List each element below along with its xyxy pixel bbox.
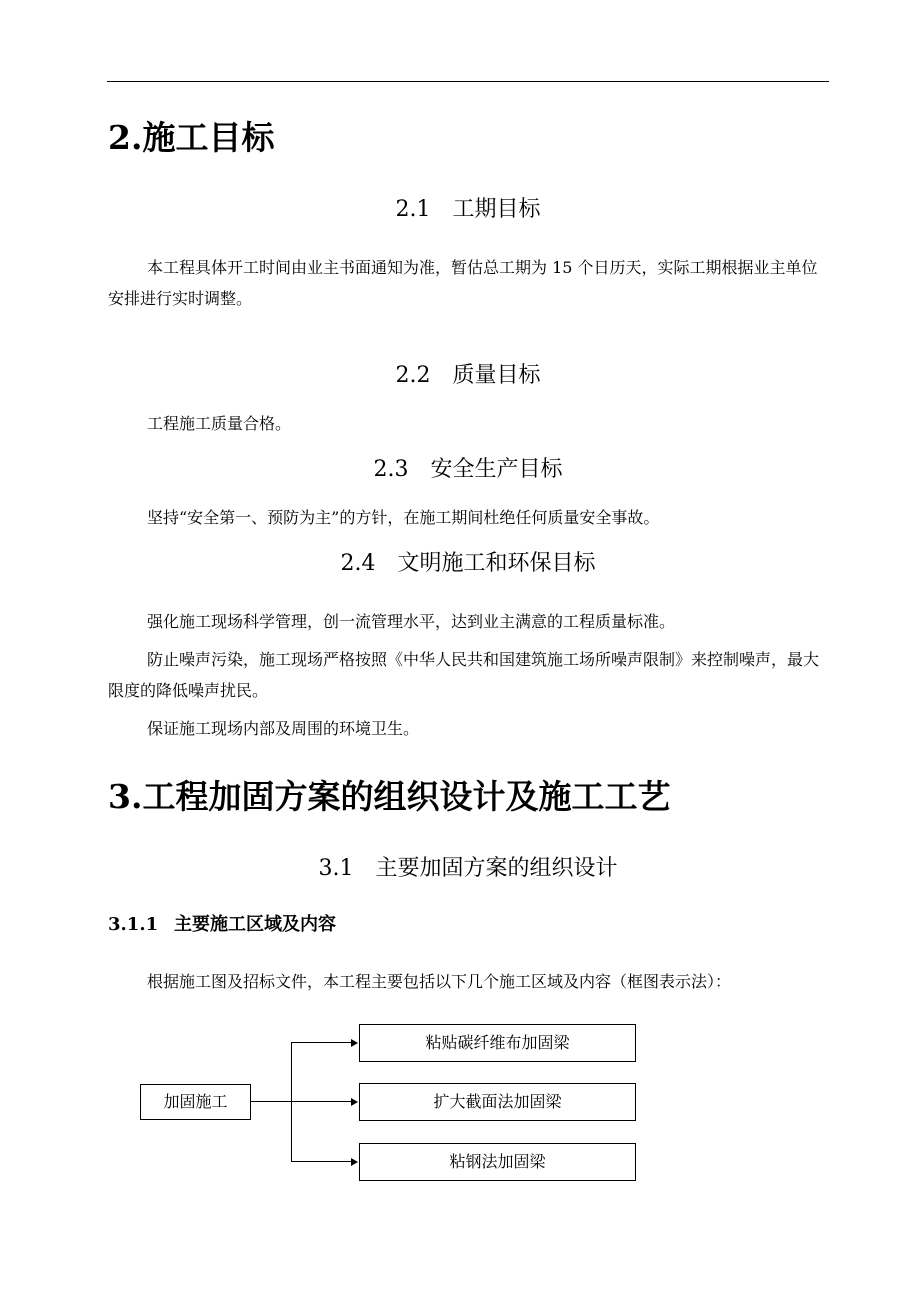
paragraph-text: 坚持“安全第一、预防为主”的方针，在施工期间杜绝任何质量安全事故。 bbox=[147, 508, 660, 527]
section-2-2-heading bbox=[107, 361, 829, 391]
paragraph-text: 本工程具体开工时间由业主书面通知为准，暂估总工期为 15 个日历天，实际工期根据业主单位安排进行实时调整。 bbox=[108, 258, 818, 308]
paragraph-text: 强化施工现场科学管理，创一流管理水平，达到业主满意的工程质量标准。 bbox=[147, 612, 676, 631]
section-title: 主要施工区域及内容 bbox=[174, 914, 336, 935]
section-number: 2.3 bbox=[373, 457, 409, 482]
section-title: 主要加固方案的组织设计 bbox=[375, 856, 618, 881]
paragraph bbox=[108, 606, 830, 637]
section-2-heading: 2.施工目标 bbox=[108, 118, 275, 157]
diagram-child-box: 粘贴碳纤维布加固梁 bbox=[359, 1024, 636, 1062]
paragraph bbox=[108, 966, 830, 997]
connector-trunk bbox=[291, 1042, 292, 1162]
section-2-3-heading bbox=[107, 455, 829, 485]
section-2-1-heading bbox=[107, 195, 829, 225]
paragraph-text: 工程施工质量合格。 bbox=[147, 414, 292, 433]
section-3-heading: 3.工程加固方案的组织设计及施工工艺 bbox=[108, 777, 671, 816]
diagram-child-box: 粘钢法加固梁 bbox=[359, 1143, 636, 1181]
section-title: 质量目标 bbox=[452, 363, 541, 388]
connector-line bbox=[291, 1042, 352, 1043]
section-title: 工期目标 bbox=[452, 197, 541, 222]
arrow-icon bbox=[351, 1098, 358, 1106]
paragraph bbox=[108, 644, 830, 706]
section-3-1-heading bbox=[107, 854, 829, 884]
diagram-root-box: 加固施工 bbox=[140, 1084, 251, 1120]
paragraph-text: 根据施工图及招标文件，本工程主要包括以下几个施工区域及内容（框图表示法）： bbox=[147, 972, 732, 991]
section-number: 2.4 bbox=[340, 551, 376, 576]
connector-line bbox=[291, 1161, 352, 1162]
section-number: 3.1 bbox=[318, 856, 354, 881]
paragraph-text: 保证施工现场内部及周围的环境卫生。 bbox=[147, 719, 420, 738]
section-number: 2.2 bbox=[395, 363, 431, 388]
section-number: 2.1 bbox=[395, 197, 431, 222]
header-rule bbox=[107, 81, 829, 82]
paragraph bbox=[108, 252, 830, 314]
paragraph bbox=[108, 408, 830, 439]
paragraph-text: 防止噪声污染，施工现场严格按照《中华人民共和国建筑施工场所噪声限制》来控制噪声，最大限度的降低噪声扰民。 bbox=[108, 650, 820, 700]
arrow-icon bbox=[351, 1039, 358, 1047]
section-title: 安全生产目标 bbox=[430, 457, 563, 482]
section-2-4-heading bbox=[107, 549, 829, 579]
section-title: 文明施工和环保目标 bbox=[397, 551, 596, 576]
section-3-1-1-heading bbox=[108, 912, 336, 938]
arrow-icon bbox=[351, 1158, 358, 1166]
paragraph bbox=[108, 713, 830, 744]
diagram-child-box: 扩大截面法加固梁 bbox=[359, 1083, 636, 1121]
section-number: 3.1.1 bbox=[108, 914, 159, 935]
connector-line bbox=[251, 1101, 292, 1102]
connector-line bbox=[291, 1101, 352, 1102]
paragraph bbox=[108, 502, 830, 533]
